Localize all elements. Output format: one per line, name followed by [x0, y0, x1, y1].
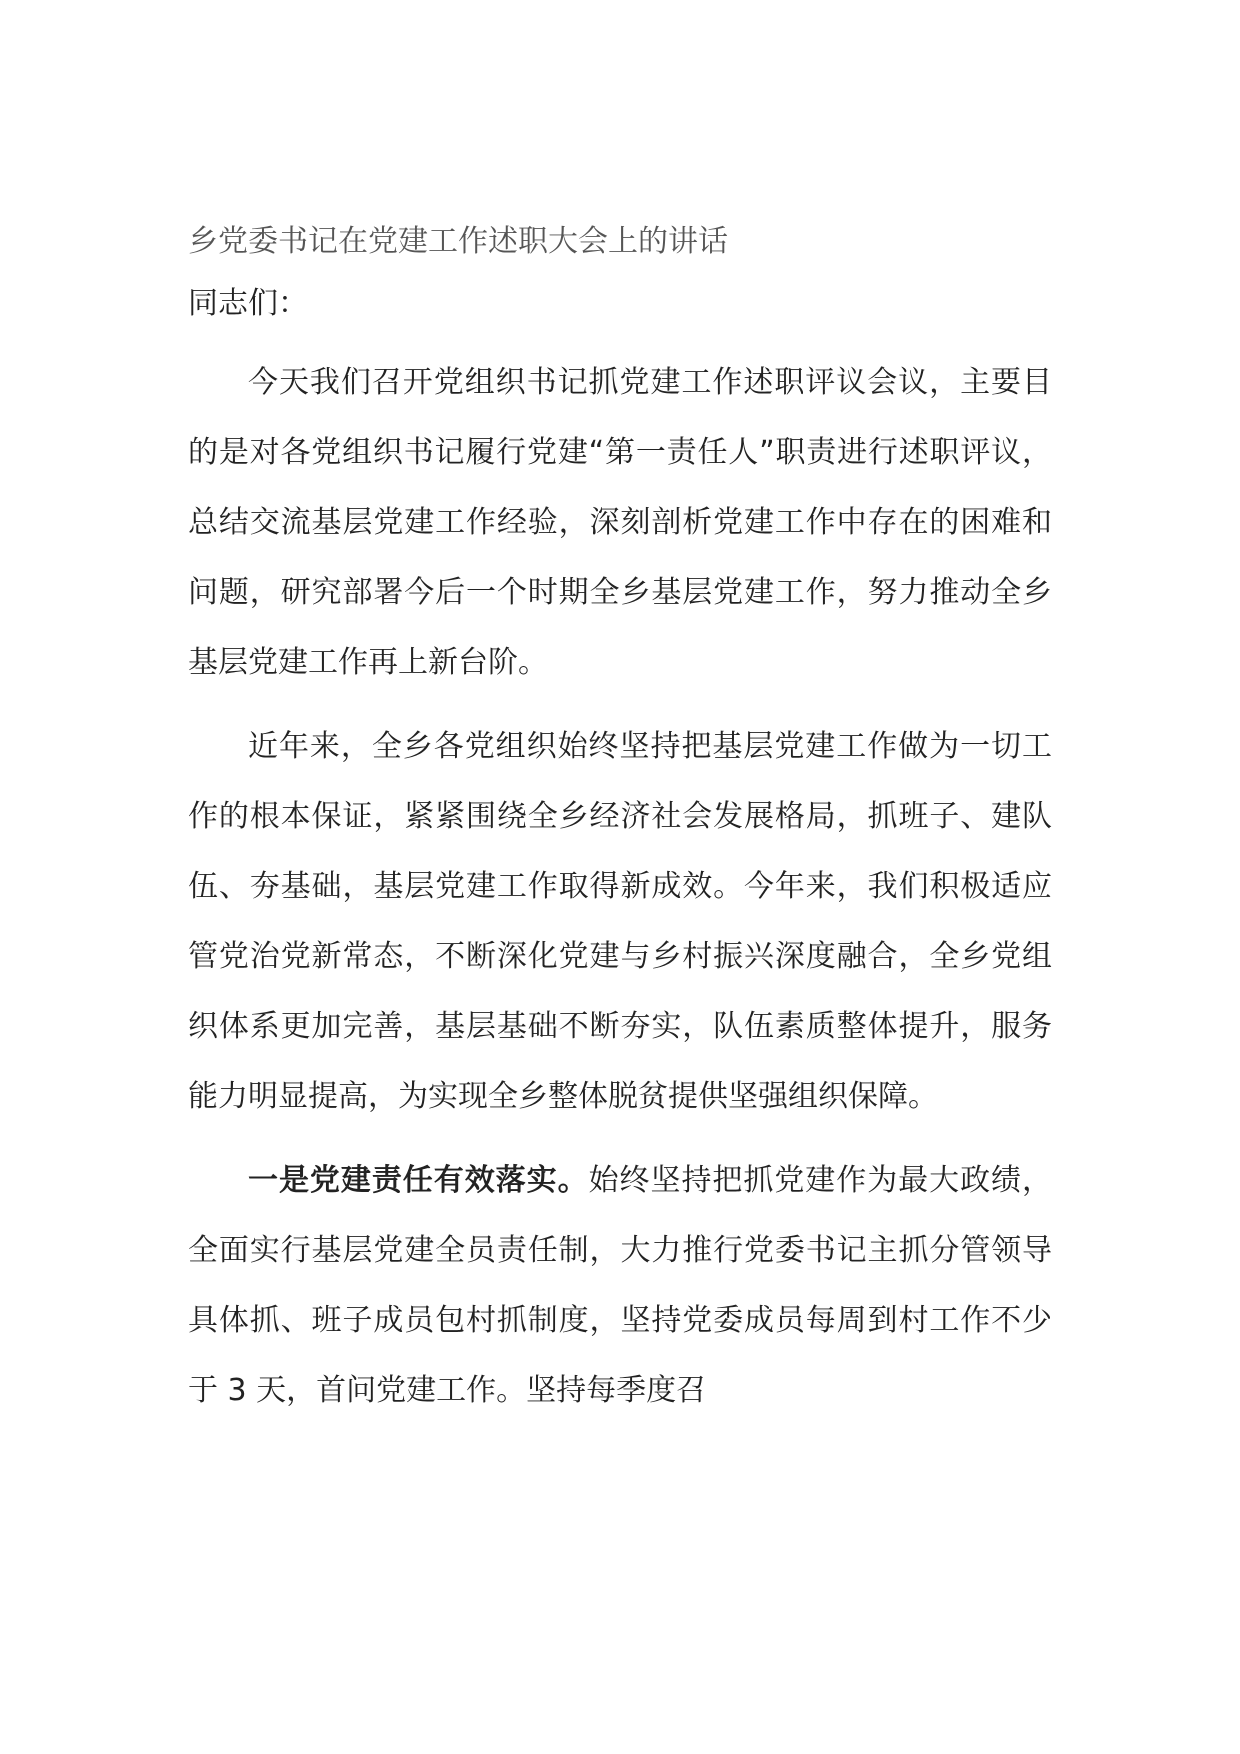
paragraph-2-text: 近年来，全乡各党组织始终坚持把基层党建工作做为一切工作的根本保证，紧紧围绕全乡经济社会发展格局，抓班子、建队伍、夯基础，基层党建工作取得新成效。今年来，我们积极适应管党治党新常态，不断深化党建与乡村振兴深度融合，全乡党组织体系更加完善，基层基础不断夯实，队伍素质整体提升，服务能力明显提高，为实现全乡整体脱贫提供坚强组织保障。 [188, 729, 1052, 1114]
paragraph-1-text: 今天我们召开党组织书记抓党建工作述职评议会议，主要目的是对各党组织书记履行党建“第一责任人”职责进行述职评议，总结交流基层党建工作经验，深刻剖析党建工作中存在的困难和问题，研究部署今后一个时期全乡基层党建工作，努力推动全乡基层党建工作再上新台阶。 [188, 365, 1052, 680]
paragraph-3-lead: 一是党建责任有效落实。 [248, 1163, 589, 1198]
paragraph-3 [188, 1146, 1052, 1426]
paragraph-1 [188, 348, 1052, 698]
paragraph-2 [188, 712, 1052, 1132]
salutation: 同志们： [188, 286, 308, 321]
paragraph-3-text: 始终坚持把抓党建作为最大政绩，全面实行基层党建全员责任制，大力推行党委书记主抓分管领导具体抓、班子成员包村抓制度，坚持党委成员每周到村工作不少于 3 天，首问党建工作。坚持每季度召 [188, 1163, 1053, 1408]
document-title: 乡党委书记在党建工作述职大会上的讲话 [188, 224, 728, 259]
document-body [188, 218, 1052, 1440]
